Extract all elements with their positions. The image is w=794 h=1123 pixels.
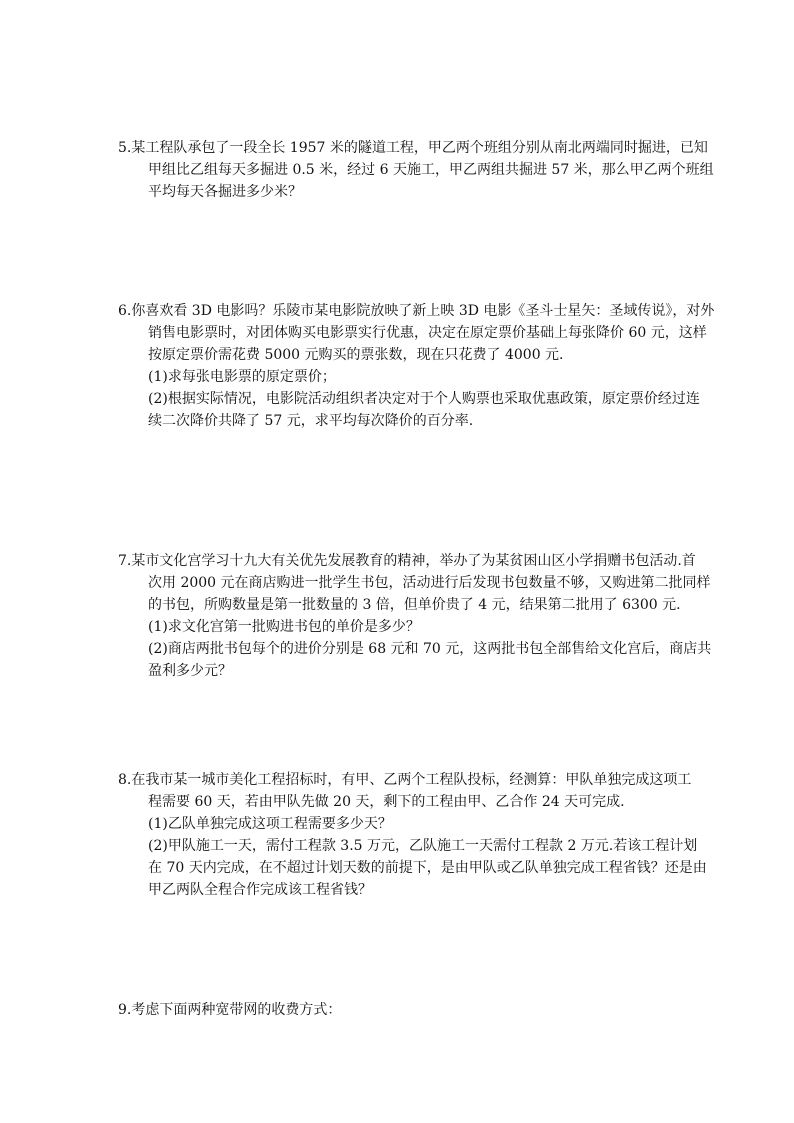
- problem-8-subquestion-2: (2)甲队施工一天，需付工程款 3.5 万元，乙队施工一天需付工程款 2 万元.若该工程计划: [148, 838, 698, 854]
- problem-8-line-6: 甲乙两队全程合作完成该工程省钱？: [148, 882, 372, 898]
- problem-5-line-2: 甲组比乙组每天多掘进 0.5 米，经过 6 天施工，甲乙两组共掘进 57 米，那么甲乙两个班组: [148, 162, 714, 178]
- problem-7-line-1: 7.某市文化宫学习十九大有关优先发展教育的精神，举办了为某贫困山区小学捐赠书包活动.首: [118, 553, 696, 569]
- problem-6-line-3: 按原定票价需花费 5000 元购买的票张数，现在只花费了 4000 元.: [148, 347, 564, 363]
- problem-7-subquestion-1: (1)求文化宫第一批购进书包的单价是多少？: [148, 619, 420, 635]
- problem-6-subquestion-1: (1)求每张电影票的原定票价；: [148, 369, 336, 385]
- problem-8: [118, 769, 708, 901]
- problem-6-line-2: 销售电影票时，对团体购买电影票实行优惠，决定在原定票价基础上每张降价 60 元，这样: [148, 325, 707, 341]
- problem-5-line-3: 平均每天各掘进多少米？: [148, 184, 302, 200]
- problem-7-subquestion-2: (2)商店两批书包每个的进价分别是 68 元和 70 元，这两批书包全部售给文化宫后，商店共: [148, 641, 712, 657]
- problem-8-line-5: 在 70 天内完成，在不超过计划天数的前提下，是由甲队或乙队单独完成工程省钱？还是由: [148, 860, 707, 876]
- problem-7-line-6: 盈利多少元？: [148, 663, 232, 679]
- problem-8-subquestion-1: (1)乙队单独完成这项工程需要多少天？: [148, 816, 392, 832]
- problem-7-line-2: 次用 2000 元在商店购进一批学生书包，活动进行后发现书包数量不够，又购进第二批同样: [148, 575, 711, 591]
- problem-5: [118, 137, 714, 203]
- problem-6: [118, 300, 715, 432]
- problem-6-subquestion-2: (2)根据实际情况，电影院活动组织者决定对于个人购票也采取优惠政策，原定票价经过连: [148, 391, 700, 407]
- problem-6-line-1: 6.你喜欢看 3D 电影吗？乐陵市某电影院放映了新上映 3D 电影《圣斗士星矢：圣域传说》，对外: [118, 303, 715, 319]
- problem-7: [118, 550, 712, 682]
- problem-9-line-1: 9.考虑下面两种宽带网的收费方式：: [118, 1002, 342, 1018]
- problem-7-line-3: 的书包，所购数量是第一批数量的 3 倍，但单价贵了 4 元，结果第二批用了 6300 元.: [148, 597, 681, 613]
- problem-9: [118, 999, 708, 1021]
- problem-6-line-6: 续二次降价共降了 57 元，求平均每次降价的百分率.: [148, 413, 474, 429]
- problem-5-line-1: 5.某工程队承包了一段全长 1957 米的隧道工程，甲乙两个班组分别从南北两端同时掘进，已知: [118, 140, 708, 156]
- problem-8-line-1: 8.在我市某一城市美化工程招标时，有甲、乙两个工程队投标，经测算：甲队单独完成这项工: [118, 772, 692, 788]
- problem-8-line-2: 程需要 60 天，若由甲队先做 20 天，剩下的工程由甲、乙合作 24 天可完成.: [148, 794, 625, 810]
